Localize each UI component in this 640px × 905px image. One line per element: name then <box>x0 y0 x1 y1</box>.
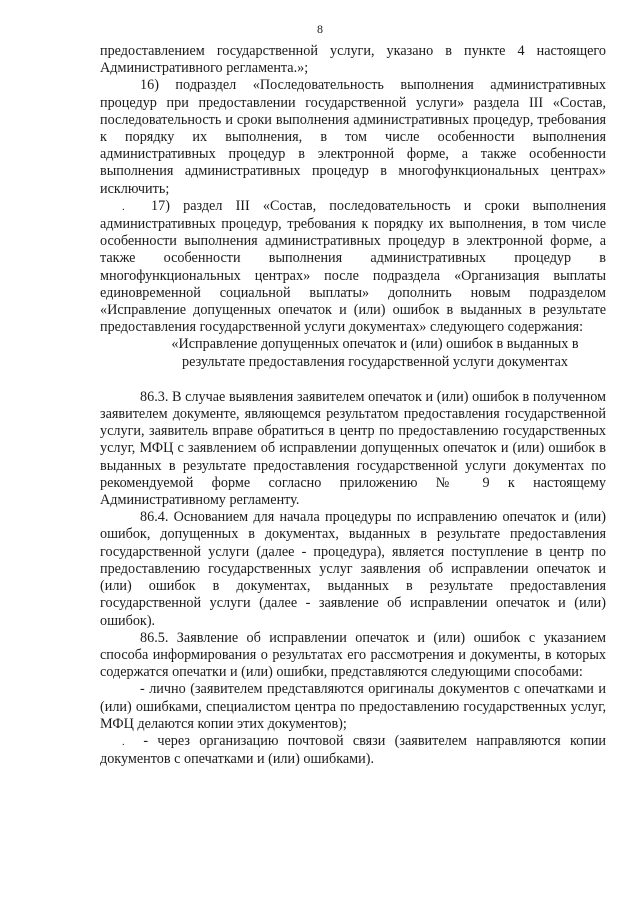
subsection-heading: «Исправление допущенных опечаток и (или) ошибок в выданных в результате предоставления государственной услуги документах <box>171 336 579 370</box>
paragraph-86-4: 86.4. Основанием для начала процедуры по исправлению опечаток и (или) ошибок, допущенных в документах, выданных в результате предоставления государственной услуги (далее - процедура), является поступление в центр по предоставлению государственных услуг заявления об исправлении опечаток и (или) ошибок в документах, выданных в результате предоставления государственной услуги (далее - заявление об исправлении опечаток и (или) ошибок). <box>100 509 606 629</box>
list-item-postal-text: - через организацию почтовой связи (заявителем направляются копии документов с опечатками и (или) ошибками). <box>100 732 607 768</box>
document-body <box>100 43 606 768</box>
paragraph-86-5: 86.5. Заявление об исправлении опечаток и (или) ошибок с указанием способа информирования о результатах его рассмотрения и документы, в которых содержатся опечатки и (или) ошибки, представляются следующими способами: <box>100 629 606 681</box>
paragraph-item-16: 16) подраздел «Последовательность выполнения административных процедур при предоставлении государственной услуги» раздела III «Состав, последовательность и сроки выполнения административных процедур, требования к порядку их выполнения, в том числе особенности выполнения административных процедур в электронной форме, а также особенности выполнения административных процедур в многофункциональных центрах» исключить; <box>100 77 606 197</box>
paragraph-continuation: предоставлением государственной услуги, указано в пункте 4 настоящего Административного регламента.»; <box>100 43 606 77</box>
page-number: 8 <box>317 22 323 36</box>
margin-mark: . <box>122 200 125 213</box>
paragraph-item-17-text: 17) раздел III «Состав, последовательность и сроки выполнения административных процедур, требования к порядку их выполнения, в том числе особенности выполнения административных процедур в электронной форме, а также особенности выполнения административных процедур в многофункциональных центрах» после подраздела «Организация выплаты единовременной социальной выплаты» дополнить новым подразделом «Исправление допущенных опечаток и (или) ошибок в выданных в результате предоставления государственной услуги документах» следующего содержания: <box>100 197 607 336</box>
list-item-in-person: - лично (заявителем представляются оригиналы документов с опечатками и (или) ошибками, специалистом центра по предоставлению государственных услуг, МФЦ делаются копии этих документов); <box>100 681 606 732</box>
list-item-postal <box>100 733 606 768</box>
margin-mark: . <box>122 735 125 748</box>
paragraph-86-3: 86.3. В случае выявления заявителем опечаток и (или) ошибок в полученном заявителем документе, являющемся результатом предоставления государственной услуги, заявитель вправе обратиться в центр по предоставлению государственных услуг, МФЦ с заявлением об исправлении допущенных опечаток и (или) ошибок в выданных в результате предоставления государственной услуги документах по рекомендуемой форме согласно приложению № 9 к настоящему Административному регламенту. <box>100 388 606 509</box>
paragraph-item-17 <box>100 198 606 337</box>
